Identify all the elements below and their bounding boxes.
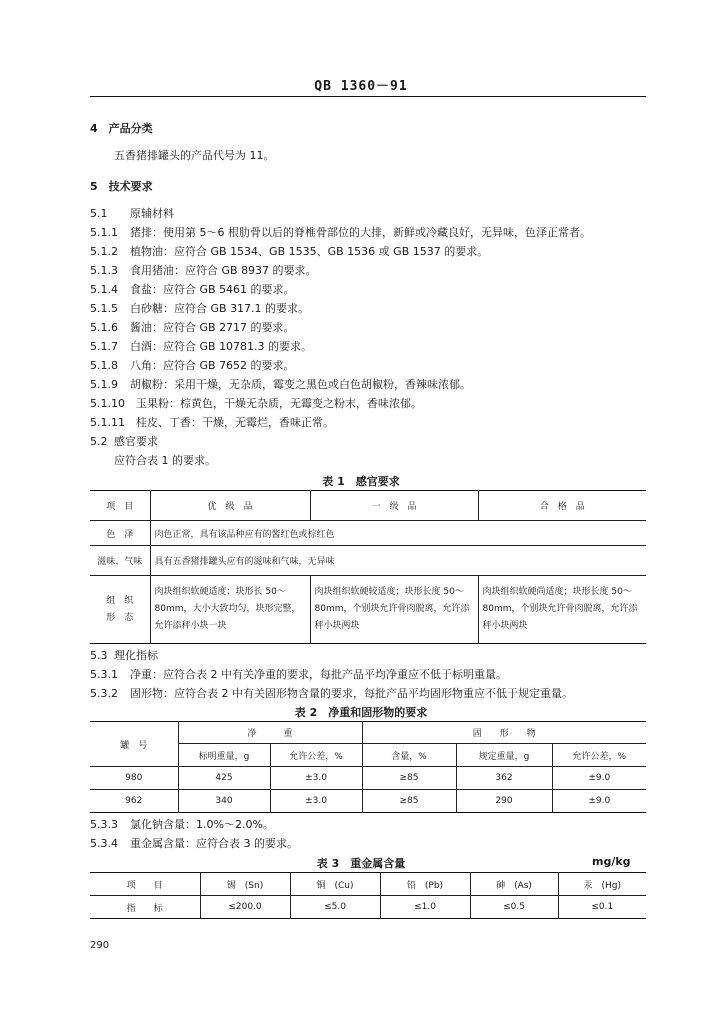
section-number: 5.1 [90,207,108,220]
item-text: 玉果粉：棕黄色，干燥无杂质，无霉变之粉末，香味浓郁。 [136,397,422,410]
table-cell: 362 [456,767,552,790]
table-cell: ±3.0 [270,790,362,813]
table-1 [90,490,646,644]
item-number: 5.1.11 [90,416,125,429]
item-number: 5.1.4 [90,283,118,296]
table-header-cell: 规定重量，g [456,744,552,767]
list-item [90,378,471,392]
table-header-cell: 优 级 品 [150,491,310,521]
table-header-cell: 合 格 品 [478,491,646,521]
table-cell: 肉色正常，具有该品种应有的酱红色或棕红色 [150,521,646,546]
table-row [90,790,646,813]
table-1-caption: 表 1 感官要求 [322,475,400,488]
item-number: 5.1.10 [90,397,125,410]
section-5-3-3 [90,818,274,832]
table-header-cell: 汞 (Hg) [558,873,646,896]
table-header-cell: 含量，% [362,744,456,767]
table-cell: ≥85 [362,790,456,813]
row-label: 指 标 [90,896,200,919]
list-item [90,321,295,335]
table-cell: ≤200.0 [200,896,290,919]
item-text: 植物油：应符合 GB 1534、GB 1535、GB 1536 或 GB 1537 的要求。 [130,245,489,258]
table-header-cell: 砷 (As) [470,873,558,896]
list-item [90,302,309,316]
table-2-caption: 表 2 净重和固形物的要求 [294,706,428,719]
table-3 [90,872,646,919]
document-code: QB 1360－91 [314,79,408,94]
table-header-cell: 净 重 [178,722,362,744]
section-text: 感官要求 [114,435,158,448]
item-number: 5.1.6 [90,321,118,334]
item-text: 八角：应符合 GB 7652 的要求。 [130,359,295,372]
list-item [90,283,295,297]
table-header-cell: 允许公差，% [270,744,362,767]
section-text: 原辅材料 [130,207,174,220]
item-text: 胡椒粉：采用干燥，无杂质，霉变之黑色或白色胡椒粉，香辣味浓郁。 [130,378,471,391]
table-header-cell: 铜 (Cu) [290,873,380,896]
section-number: 5.3 [90,649,108,662]
section-5-3-4 [90,837,298,851]
section-5-2-body: 应符合表 1 的要求。 [114,454,216,467]
item-number: 5.1.8 [90,359,118,372]
table-cell: 肉块组织软硬适度；块形长 50～80mm，大小大致均匀，块形完整，允许添秤小块一块 [150,576,310,644]
section-5-3 [90,649,158,663]
item-number: 5.1.1 [90,226,118,239]
table-cell: ≥85 [362,767,456,790]
table-header-cell: 铅 (Pb) [380,873,470,896]
table-cell: 340 [178,790,270,813]
table-cell: ±9.0 [552,767,646,790]
section-4-title: 4 产品分类 [90,122,153,135]
list-item [90,359,295,373]
item-text: 桂皮、丁香：干燥，无霉烂，香味正常。 [136,416,334,429]
list-item [90,264,317,278]
item-text: 白酒：应符合 GB 10781.3 的要求。 [130,340,313,353]
table-cell: 290 [456,790,552,813]
page-number: 290 [90,940,110,951]
table-header-cell: 项 目 [90,491,150,521]
item-text: 猪排：使用第 5～6 根肋骨以后的脊椎骨部位的大排，新鲜或冷藏良好，无异味，色泽正常者。 [130,226,591,239]
table-header-cell: 锡 (Sn) [200,873,290,896]
section-5-title: 5 技术要求 [90,180,153,193]
table-cell: ≤5.0 [290,896,380,919]
table-cell: ±3.0 [270,767,362,790]
table-2 [90,721,646,813]
table-cell: 肉块组织软硬尚适度；块形长度 50～80mm，个别块允许骨肉脱离，允许添秤小块两块 [478,576,646,644]
table-cell: ≤0.1 [558,896,646,919]
section-number: 5.3.4 [90,837,118,850]
table-cell: ≤1.0 [380,896,470,919]
table-header-cell: 一 级 品 [310,491,478,521]
item-number: 5.1.9 [90,378,118,391]
row-label: 滋味、气味 [90,546,150,576]
section-5-3-2 [90,687,573,701]
table-header-cell: 项 目 [90,873,200,896]
row-label-line: 组 织 [106,595,134,606]
row-label-line: 形 态 [106,612,134,623]
table-cell: 962 [90,790,178,813]
table-row [90,767,646,790]
table-cell: ±9.0 [552,790,646,813]
section-number: 5.3.3 [90,818,118,831]
list-item [90,245,488,259]
section-text: 氯化钠含量：1.0%～2.0%。 [130,818,274,831]
table-header-cell: 允许公差，% [552,744,646,767]
item-text: 白砂糖：应符合 GB 317.1 的要求。 [130,302,310,315]
item-number: 5.1.2 [90,245,118,258]
table-cell: 425 [178,767,270,790]
table-cell: 980 [90,767,178,790]
section-text: 重金属含量：应符合表 3 的要求。 [130,837,298,850]
section-4-text: 五香猪排罐头的产品代号为 11。 [114,149,275,162]
section-number: 5.2 [90,435,108,448]
table-cell: 具有五香猪排罐头应有的滋味和气味，无异味 [150,546,646,576]
list-item [90,416,334,430]
list-item [90,340,312,354]
table-3-caption: 表 3 重金属含量 [316,857,406,870]
section-5-1 [90,207,174,221]
list-item [90,226,591,240]
row-label: 色 泽 [90,521,150,546]
list-item [90,397,422,411]
table-cell: ≤0.5 [470,896,558,919]
item-text: 酱油：应符合 GB 2717 的要求。 [130,321,295,334]
table-3-unit: mg/kg [592,855,631,868]
section-5-2 [90,435,158,449]
row-label [90,576,150,644]
header-rule [90,96,646,97]
section-text: 理化指标 [114,649,158,662]
table-header-cell: 固 形 物 [362,722,646,744]
item-number: 5.1.3 [90,264,118,277]
table-row [90,896,646,919]
item-text: 食用猪油：应符合 GB 8937 的要求。 [130,264,317,277]
section-number: 5.3.1 [90,668,118,681]
item-number: 5.1.5 [90,302,118,315]
item-number: 5.1.7 [90,340,118,353]
section-text: 固形物：应符合表 2 中有关固形物含量的要求，每批产品平均固形物重应不低于规定重量。 [130,687,573,700]
section-text: 净重：应符合表 2 中有关净重的要求，每批产品平均净重应不低于标明重量。 [130,668,507,681]
item-text: 食盐：应符合 GB 5461 的要求。 [130,283,295,296]
section-5-3-1 [90,668,507,682]
section-number: 5.3.2 [90,687,118,700]
table-header-cell: 标明重量，g [178,744,270,767]
table-header-cell: 罐 号 [90,722,178,767]
table-cell: 肉块组织软硬较适度；块形长度 50～80mm，个别块允许骨肉脱离，允许添秤小块两块 [310,576,478,644]
